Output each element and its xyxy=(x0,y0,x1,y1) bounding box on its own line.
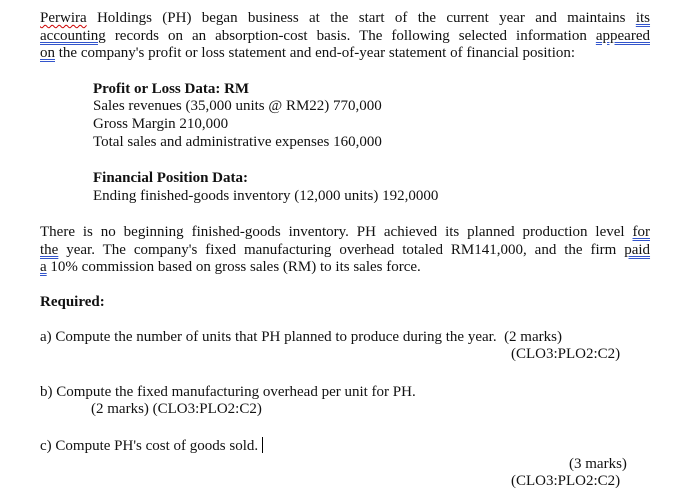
question-a-marks: (2 marks) xyxy=(504,329,562,345)
question-c-text: c) Compute PH's cost of goods sold. xyxy=(40,438,259,454)
intro-paragraph xyxy=(40,10,650,63)
details-line-2: the year. The company's fixed manufacturing overhead totaled RM141,000, and the firm paid xyxy=(40,241,651,258)
company-name: Perwira xyxy=(40,10,87,26)
question-a-clo: (CLO3:PLO2:C2) xyxy=(511,346,621,362)
financial-position-line-inventory: Ending finished-goods inventory (12,000 units) 192,0000 xyxy=(93,188,439,204)
question-c-clo: (CLO3:PLO2:C2) xyxy=(511,473,621,489)
question-b-marks-clo: (2 marks) (CLO3:PLO2:C2) xyxy=(91,401,262,417)
question-c[interactable] xyxy=(40,437,263,455)
details-line-1: There is no beginning finished-goods inventory. PH achieved its planned production level for xyxy=(40,224,650,240)
profit-loss-line-expenses: Total sales and administrative expenses 160,000 xyxy=(93,134,382,150)
intro-line-1: Perwira Holdings (PH) began business at the start of the current year and maintains its xyxy=(40,10,651,26)
required-heading: Required: xyxy=(40,294,105,310)
intro-line-2: accounting records on an absorption-cost basis. The following selected information appeared xyxy=(40,27,650,44)
details-paragraph xyxy=(40,224,650,277)
profit-loss-line-sales: Sales revenues (35,000 units @ RM22) 770,000 xyxy=(93,98,382,114)
question-b-text: b) Compute the fixed manufacturing overhead per unit for PH. xyxy=(40,384,416,400)
question-c-marks: (3 marks) xyxy=(569,456,627,472)
intro-line-3: on the company's profit or loss statement and end-of-year statement of financial position: xyxy=(40,45,576,61)
question-a xyxy=(40,329,562,346)
financial-position-heading: Financial Position Data: xyxy=(93,170,249,186)
details-line-3: a 10% commission based on gross sales (RM) to its sales force. xyxy=(40,259,421,275)
text-cursor xyxy=(262,437,263,453)
question-a-text: a) Compute the number of units that PH planned to produce during the year. xyxy=(40,329,497,345)
profit-loss-line-gross-margin: Gross Margin 210,000 xyxy=(93,116,229,132)
profit-loss-heading: Profit or Loss Data: RM xyxy=(93,81,250,97)
